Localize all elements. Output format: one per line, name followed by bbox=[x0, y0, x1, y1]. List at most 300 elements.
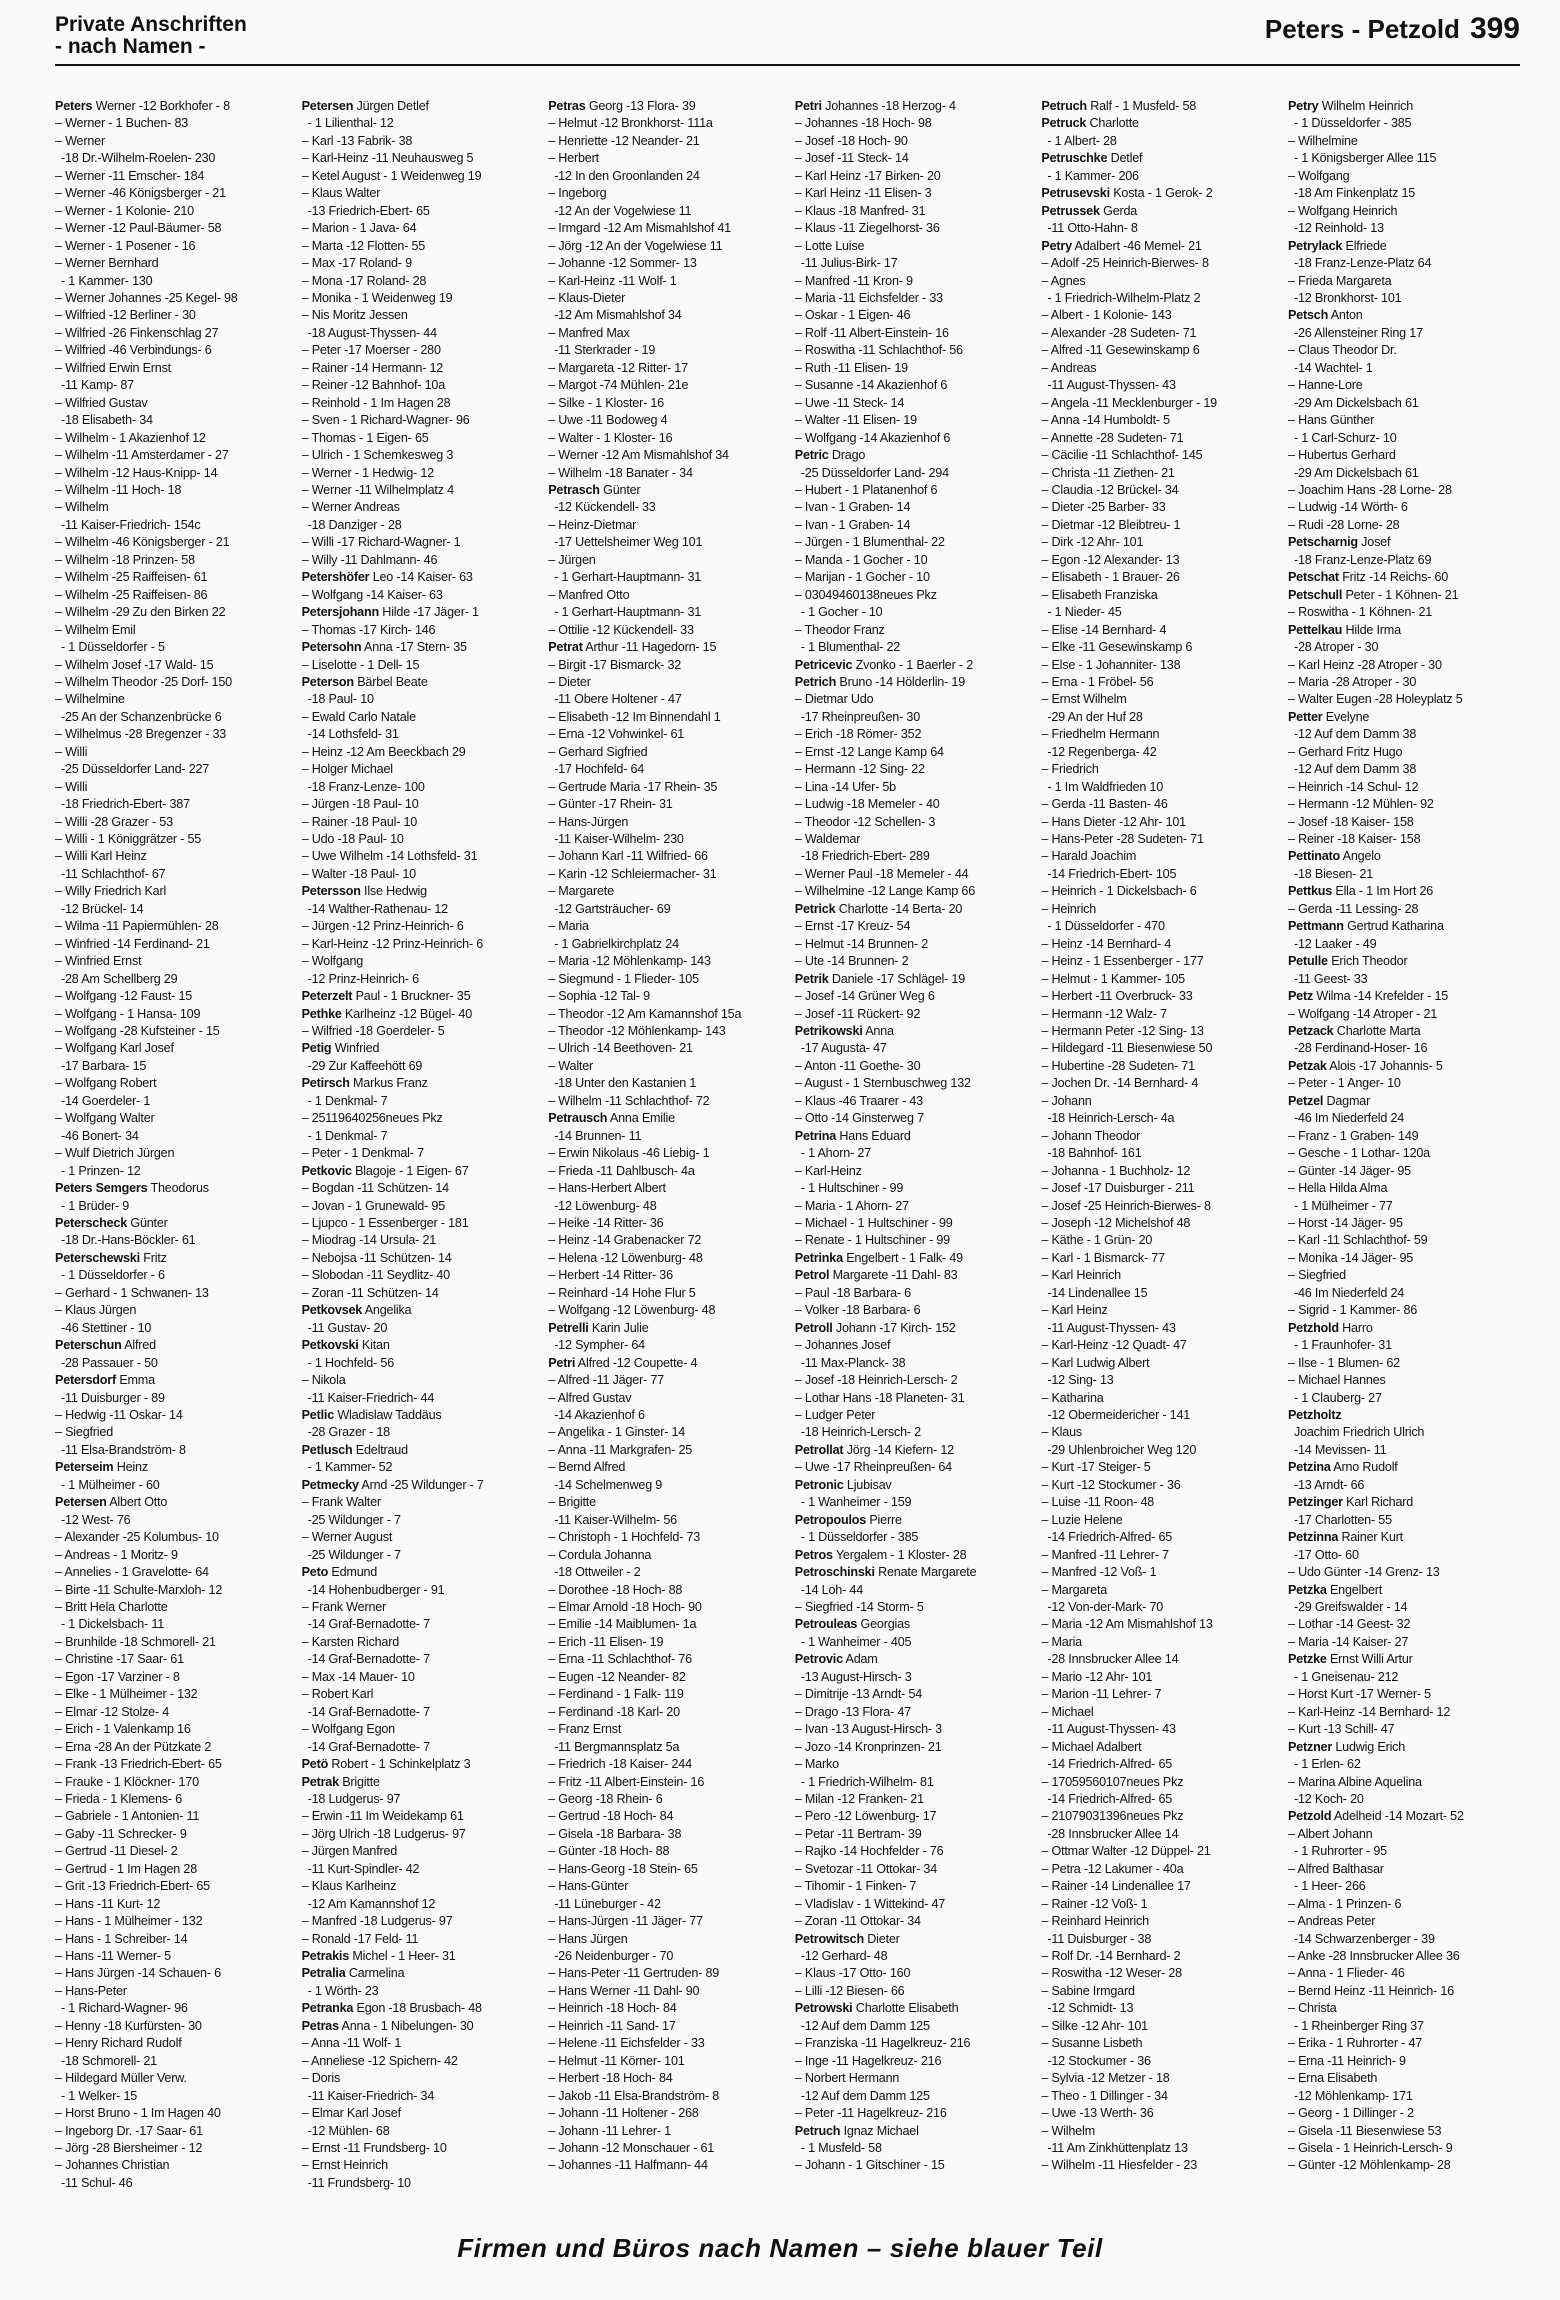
entry-text: -28 Grazer - 18 bbox=[307, 1425, 390, 1440]
entry-text: -12 Sing- 13 bbox=[1047, 1373, 1114, 1388]
listing-column bbox=[1288, 98, 1520, 2208]
entry-text: -11 Julius-Birk- 17 bbox=[800, 256, 898, 271]
entry-text: – Karl-Heinz -11 Neuhausweg 5 bbox=[301, 151, 474, 166]
entry-surname: Petersdorf bbox=[55, 1373, 116, 1388]
entry-text: – Johann Theodor bbox=[1041, 1128, 1141, 1143]
entry-text: -11 Sterkrader - 19 bbox=[554, 343, 656, 358]
entry-text: -12 Gerhard- 48 bbox=[800, 1949, 888, 1964]
listing-entry bbox=[795, 587, 1027, 604]
entry-text: – Wolfgang Egon bbox=[301, 1722, 395, 1737]
entry-text: -11 Lüneburger - 42 bbox=[554, 1896, 661, 1911]
listing-entry bbox=[55, 2157, 287, 2174]
entry-text: – Heinrich -14 Schul- 12 bbox=[1287, 779, 1419, 794]
entry-text: – Kurt -13 Schill- 47 bbox=[1287, 1722, 1395, 1737]
listing-entry bbox=[1288, 988, 1520, 1005]
entry-text: – Lina -14 Ufer- 5b bbox=[794, 779, 896, 794]
listing-entry bbox=[1288, 761, 1520, 778]
entry-text: – Drago -13 Flora- 47 bbox=[794, 1704, 911, 1719]
entry-text: – Karl -13 Fabrik- 38 bbox=[301, 133, 413, 148]
entry-text: -12 Laaker - 49 bbox=[1293, 936, 1377, 951]
entry-text: – Uwe -17 Rheinpreußen- 64 bbox=[794, 1460, 952, 1475]
entry-text: Jörg -14 Kiefern- 12 bbox=[846, 1442, 954, 1457]
entry-text: – Hans Jürgen bbox=[548, 1931, 628, 1946]
listing-entry bbox=[302, 971, 534, 988]
listing-entry bbox=[1041, 98, 1273, 115]
entry-text: - 1 Ahorn- 27 bbox=[800, 1146, 871, 1161]
entry-surname: Petrich bbox=[794, 674, 837, 689]
listing-entry bbox=[1041, 1145, 1273, 1162]
listing-entry bbox=[55, 639, 287, 656]
entry-text: – Wilhelm - 1 Akazienhof 12 bbox=[55, 430, 206, 445]
listing-entry bbox=[1041, 1826, 1273, 1843]
entry-text: Dagmar bbox=[1326, 1093, 1371, 1108]
listing-entry bbox=[302, 1913, 534, 1930]
listing-entry bbox=[1288, 1599, 1520, 1616]
listing-entry bbox=[795, 1913, 1027, 1930]
listing-entry bbox=[1041, 2105, 1273, 2122]
listing-entry bbox=[795, 2088, 1027, 2105]
entry-text: – Herbert bbox=[548, 151, 599, 166]
listing-entry bbox=[1041, 1582, 1273, 1599]
entry-text: – Dietmar -12 Bleibtreu- 1 bbox=[1041, 517, 1181, 532]
listing-entry bbox=[302, 1128, 534, 1145]
listing-entry bbox=[302, 1093, 534, 1110]
entry-text: - 1 Lilienthal- 12 bbox=[307, 116, 394, 131]
entry-text: – Petra -12 Lakumer - 40a bbox=[1041, 1861, 1184, 1876]
listing-entry bbox=[1288, 430, 1520, 447]
listing-entry bbox=[302, 1878, 534, 1895]
listing-entry bbox=[55, 1861, 287, 1878]
entry-text: – Klaus bbox=[1041, 1425, 1082, 1440]
listing-entry bbox=[302, 1861, 534, 1878]
entry-text: – Wilhelm -46 Königsberger - 21 bbox=[55, 535, 230, 550]
entry-text: - 1 Blumenthal- 22 bbox=[800, 640, 901, 655]
listing-entry bbox=[795, 1808, 1027, 1825]
listing-entry bbox=[1041, 918, 1273, 935]
entry-text: – Ivan - 1 Graben- 14 bbox=[794, 517, 911, 532]
entry-text: - 1 Wanheimer - 405 bbox=[800, 1634, 912, 1649]
entry-text: – Willi bbox=[55, 779, 88, 794]
listing-entry bbox=[1288, 1407, 1520, 1424]
listing-entry bbox=[302, 2157, 534, 2174]
entry-text: – Harald Joachim bbox=[1041, 849, 1137, 864]
listing-entry bbox=[795, 2070, 1027, 2087]
listing-entry bbox=[302, 2123, 534, 2140]
listing-entry bbox=[795, 1878, 1027, 1895]
listing-entry bbox=[302, 482, 534, 499]
entry-text: – Heinrich -18 Hoch- 84 bbox=[548, 2001, 677, 2016]
listing-entry bbox=[1041, 1529, 1273, 1546]
entry-text: – Oskar - 1 Eigen- 46 bbox=[794, 308, 911, 323]
listing-entry bbox=[795, 1250, 1027, 1267]
entry-text: -25 An der Schanzenbrücke 6 bbox=[61, 709, 222, 724]
entry-text: -11 Elsa-Brandström- 8 bbox=[61, 1442, 186, 1457]
entry-surname: Petzina bbox=[1287, 1460, 1331, 1475]
entry-text: Gertrud Katharina bbox=[1347, 919, 1444, 934]
listing-entry bbox=[302, 587, 534, 604]
entry-text: – Karl-Heinz -12 Quadt- 47 bbox=[1041, 1338, 1187, 1353]
listing-entry bbox=[1041, 1267, 1273, 1284]
listing-entry bbox=[55, 552, 287, 569]
entry-text: – Elmar Karl Josef bbox=[301, 2106, 401, 2121]
listing-entry bbox=[1288, 2053, 1520, 2070]
listing-entry bbox=[795, 953, 1027, 970]
listing-entry bbox=[55, 133, 287, 150]
entry-text: – Paul -18 Barbara- 6 bbox=[794, 1285, 911, 1300]
listing-entry bbox=[795, 1529, 1027, 1546]
entry-text: -17 Uettelsheimer Weg 101 bbox=[554, 535, 703, 550]
entry-text: – Alexander -28 Sudeten- 71 bbox=[1041, 325, 1197, 340]
entry-text: -26 Neidenburger - 70 bbox=[554, 1949, 674, 1964]
listing-entry bbox=[795, 2018, 1027, 2035]
listing-entry bbox=[55, 1337, 287, 1354]
entry-text: – Klaus Jürgen bbox=[55, 1303, 137, 1318]
listing-entry bbox=[1041, 953, 1273, 970]
listing-entry bbox=[302, 657, 534, 674]
listing-entry bbox=[1041, 814, 1273, 831]
entry-text: - 1 Kammer- 130 bbox=[61, 273, 153, 288]
listing-entry bbox=[548, 150, 780, 167]
entry-text: – Heike -14 Ritter- 36 bbox=[548, 1216, 664, 1230]
entry-text: – Sigrid - 1 Kammer- 86 bbox=[1287, 1303, 1418, 1318]
entry-surname: Petri bbox=[548, 1355, 576, 1370]
listing-entry bbox=[548, 1459, 780, 1476]
listing-column bbox=[1041, 98, 1273, 2208]
entry-text: Adelheid -14 Mozart- 52 bbox=[1333, 1809, 1464, 1824]
entry-surname: Petter bbox=[1287, 709, 1323, 724]
listing-entry bbox=[548, 1965, 780, 1982]
listing-entry bbox=[1288, 779, 1520, 796]
listing-entry bbox=[1288, 412, 1520, 429]
listing-entry bbox=[55, 814, 287, 831]
listing-entry bbox=[795, 1477, 1027, 1494]
listing-entry bbox=[795, 988, 1027, 1005]
listing-column bbox=[55, 98, 287, 2208]
listing-entry bbox=[302, 709, 534, 726]
listing-entry bbox=[795, 1756, 1027, 1773]
entry-text: – Willi -28 Grazer - 53 bbox=[55, 814, 173, 829]
listing-entry bbox=[548, 1756, 780, 1773]
entry-text: – Wilhelm -11 Amsterdamer - 27 bbox=[55, 448, 229, 463]
entry-text: – Annelies - 1 Gravelotte- 64 bbox=[55, 1565, 209, 1580]
listing-entry bbox=[795, 1442, 1027, 1459]
listing-entry bbox=[548, 1163, 780, 1180]
listing-entry bbox=[55, 866, 287, 883]
entry-text: – Thomas - 1 Eigen- 65 bbox=[301, 430, 429, 445]
entry-text: -46 Bonert- 34 bbox=[61, 1128, 139, 1143]
entry-text: – Hanne-Lore bbox=[1287, 378, 1363, 393]
listing-entry bbox=[1041, 691, 1273, 708]
entry-text: – Willy -11 Dahlmann- 46 bbox=[301, 552, 438, 567]
listing-entry bbox=[55, 1529, 287, 1546]
entry-text: – Erna - 1 Fröbel- 56 bbox=[1041, 674, 1154, 689]
entry-text: – Mario -12 Ahr- 101 bbox=[1041, 1669, 1153, 1684]
entry-text: – Elise -14 Bernhard- 4 bbox=[1041, 622, 1167, 637]
listing-entry bbox=[795, 1948, 1027, 1965]
entry-text: – Hans Dieter -12 Ahr- 101 bbox=[1041, 814, 1186, 829]
entry-text: Fritz bbox=[143, 1250, 167, 1265]
listing-entry bbox=[548, 1302, 780, 1319]
entry-text: – Alexander -25 Kolumbus- 10 bbox=[55, 1530, 219, 1545]
listing-entry bbox=[795, 1180, 1027, 1197]
listing-entry bbox=[548, 1791, 780, 1808]
entry-text: – Emilie -14 Maiblumen- 1a bbox=[548, 1617, 697, 1632]
entry-text: Engelbert - 1 Falk- 49 bbox=[846, 1250, 963, 1265]
entry-text: -14 Lindenallee 15 bbox=[1047, 1285, 1148, 1300]
listing-entry bbox=[302, 604, 534, 621]
listing-entry bbox=[55, 1512, 287, 1529]
entry-text: – Andreas bbox=[1041, 360, 1097, 375]
entry-text: -14 Friedrich-Ebert- 105 bbox=[1047, 866, 1177, 881]
entry-text: – Luzie Helene bbox=[1041, 1512, 1123, 1527]
listing-entry bbox=[302, 1599, 534, 1616]
entry-text: Harro bbox=[1342, 1320, 1373, 1335]
listing-entry bbox=[795, 238, 1027, 255]
listing-entry bbox=[548, 1006, 780, 1023]
entry-text: Charlotte Marta bbox=[1336, 1024, 1421, 1039]
listing-entry bbox=[55, 744, 287, 761]
listing-entry bbox=[795, 342, 1027, 359]
listing-entry bbox=[55, 831, 287, 848]
entry-text: – Wolfgang -14 Akazienhof 6 bbox=[794, 430, 951, 445]
listing-entry bbox=[55, 1424, 287, 1441]
entry-text: – Winfried -14 Ferdinand- 21 bbox=[55, 936, 210, 951]
entry-text: – Holger Michael bbox=[301, 762, 393, 777]
listing-entry bbox=[55, 1983, 287, 2000]
listing-entry bbox=[55, 1407, 287, 1424]
listing-entry bbox=[1288, 1215, 1520, 1232]
entry-text: -11 Max-Planck- 38 bbox=[800, 1355, 906, 1370]
entry-text: – Ruth -11 Elisen- 19 bbox=[794, 360, 908, 375]
listing-entry bbox=[795, 1774, 1027, 1791]
listing-entry bbox=[1288, 2157, 1520, 2174]
entry-text: -46 Im Niederfeld 24 bbox=[1293, 1285, 1405, 1300]
listing-entry bbox=[795, 2105, 1027, 2122]
entry-text: -12 Brückel- 14 bbox=[61, 901, 144, 916]
listing-entry bbox=[548, 1704, 780, 1721]
listing-entry bbox=[795, 150, 1027, 167]
listing-entry bbox=[55, 726, 287, 743]
entry-text: -18 Franz-Lenze-Platz 69 bbox=[1293, 552, 1432, 567]
entry-surname: Petras bbox=[548, 99, 586, 113]
entry-text: – Wolfgang Heinrich bbox=[1287, 203, 1398, 218]
entry-text: Alfred -12 Coupette- 4 bbox=[577, 1355, 698, 1370]
listing-entry bbox=[1288, 1355, 1520, 1372]
page-number: 399 bbox=[1469, 12, 1520, 45]
entry-text: – Erna Elisabeth bbox=[1287, 2071, 1378, 2086]
entry-text: – Erna -11 Heinrich- 9 bbox=[1287, 2053, 1406, 2068]
listing-entry bbox=[55, 325, 287, 342]
listing-entry bbox=[1288, 273, 1520, 290]
entry-text: – Herbert -18 Hoch- 84 bbox=[548, 2071, 673, 2086]
entry-surname: Petershöfer bbox=[301, 570, 370, 585]
entry-text: -11 Kaiser-Friedrich- 34 bbox=[307, 2088, 435, 2103]
entry-text: – Werner Bernhard bbox=[55, 256, 159, 271]
listing-entry bbox=[795, 1459, 1027, 1476]
listing-entry bbox=[302, 883, 534, 900]
entry-text: Margarete -11 Dahl- 83 bbox=[832, 1268, 958, 1283]
entry-text: – Wilfried -12 Berliner - 30 bbox=[55, 308, 196, 323]
entry-text: – Theodor -12 Schellen- 3 bbox=[794, 814, 936, 829]
entry-text: – Willy Friedrich Karl bbox=[55, 884, 167, 899]
entry-text: Charlotte Elisabeth bbox=[855, 2001, 959, 2016]
entry-text: -14 Wachtel- 1 bbox=[1293, 360, 1373, 375]
entry-text: – Ernst Heinrich bbox=[301, 2158, 388, 2173]
entry-text: – Dirk -12 Ahr- 101 bbox=[1041, 535, 1144, 550]
entry-text: -11 Otto-Hahn- 8 bbox=[1047, 221, 1138, 236]
listing-entry bbox=[1288, 831, 1520, 848]
entry-text: – Gabriele - 1 Antonien- 11 bbox=[55, 1809, 200, 1824]
listing-entry bbox=[1041, 1774, 1273, 1791]
listing-entry bbox=[302, 1267, 534, 1284]
entry-text: – Wilhelm -11 Hoch- 18 bbox=[55, 482, 182, 497]
entry-text: - 1 Nieder- 45 bbox=[1047, 605, 1122, 620]
listing-entry bbox=[1041, 1808, 1273, 1825]
entry-text: – Tihomir - 1 Finken- 7 bbox=[794, 1879, 917, 1894]
listing-entry bbox=[55, 1686, 287, 1703]
entry-text: – Silke - 1 Kloster- 16 bbox=[548, 395, 664, 410]
entry-text: Ilse Hedwig bbox=[364, 884, 427, 899]
entry-text: – Werner -12 Paul-Bäumer- 58 bbox=[55, 221, 222, 236]
section-title-line1: Private Anschriften bbox=[55, 13, 247, 36]
listing-entry bbox=[302, 779, 534, 796]
entry-text: – Heinrich -11 Sand- 17 bbox=[548, 2018, 676, 2033]
listing-entry bbox=[302, 1547, 534, 1564]
listing-entry bbox=[55, 883, 287, 900]
entry-text: – Theodor Franz bbox=[794, 622, 885, 637]
entry-text: - 1 Brüder- 9 bbox=[61, 1198, 130, 1213]
section-title bbox=[55, 14, 247, 58]
listing-entry bbox=[1288, 953, 1520, 970]
listing-entry bbox=[548, 1547, 780, 1564]
listing-entry bbox=[302, 1808, 534, 1825]
entry-surname: Peterzelt bbox=[301, 989, 353, 1004]
entry-surname: Petzak bbox=[1287, 1058, 1327, 1073]
entry-text: - 1 Düsseldorfer - 5 bbox=[61, 640, 165, 655]
entry-text: – Sabine Irmgard bbox=[1041, 1983, 1135, 1998]
listing-entry bbox=[55, 2140, 287, 2157]
listing-entry bbox=[795, 1791, 1027, 1808]
listing-entry bbox=[302, 255, 534, 272]
listing-entry bbox=[795, 639, 1027, 656]
entry-text: – Gertrud -18 Hoch- 84 bbox=[548, 1809, 674, 1824]
entry-text: – Willi - 1 Königgrätzer - 55 bbox=[55, 832, 202, 847]
entry-text: – Erich -18 Römer- 352 bbox=[794, 727, 922, 742]
listing-entry bbox=[548, 1564, 780, 1581]
entry-text: – Werner bbox=[55, 133, 105, 148]
entry-text: – Theo - 1 Dillinger - 34 bbox=[1041, 2088, 1168, 2103]
listing-entry bbox=[302, 831, 534, 848]
entry-text: – Anke -28 Innsbrucker Allee 36 bbox=[1287, 1949, 1460, 1964]
entry-text: -14 Graf-Bernadotte- 7 bbox=[307, 1704, 430, 1719]
entry-text: – Svetozar -11 Ottokar- 34 bbox=[794, 1861, 938, 1876]
entry-surname: Petersson bbox=[301, 884, 361, 899]
entry-text: – Heinz -14 Grabenacker 72 bbox=[548, 1233, 702, 1248]
entry-text: – Slobodan -11 Seydlitz- 40 bbox=[301, 1268, 450, 1283]
entry-text: – Waldemar bbox=[794, 832, 861, 847]
entry-text: – Johannes Josef bbox=[794, 1338, 891, 1353]
entry-text: - 1 Rheinberger Ring 37 bbox=[1293, 2018, 1424, 2033]
entry-text: – Gaby -11 Schrecker- 9 bbox=[55, 1826, 187, 1841]
entry-text: – Kurt -17 Steiger- 5 bbox=[1041, 1460, 1151, 1475]
entry-text: Günter bbox=[603, 482, 641, 497]
listing-entry bbox=[548, 1861, 780, 1878]
entry-text: -11 Duisburger - 38 bbox=[1047, 1931, 1152, 1946]
listing-entry bbox=[1288, 534, 1520, 551]
listing-entry bbox=[795, 98, 1027, 115]
listing-entry bbox=[548, 901, 780, 918]
entry-text: Johannes -18 Herzog- 4 bbox=[825, 99, 956, 113]
entry-surname: Petri bbox=[794, 99, 822, 113]
entry-text: – Anton -11 Goethe- 30 bbox=[794, 1058, 921, 1073]
entry-surname: Petrovic bbox=[794, 1652, 843, 1667]
listing-entry bbox=[1041, 447, 1273, 464]
entry-text: -26 Allensteiner Ring 17 bbox=[1293, 325, 1423, 340]
listing-entry bbox=[1288, 307, 1520, 324]
entry-surname: Petschull bbox=[1287, 587, 1343, 602]
entry-text: – Johann -11 Holtener - 268 bbox=[548, 2106, 699, 2121]
entry-surname: Petzka bbox=[1287, 1582, 1327, 1597]
listing-entry bbox=[302, 1983, 534, 2000]
entry-surname: Pettmann bbox=[1287, 919, 1344, 934]
entry-text: – Franz - 1 Graben- 149 bbox=[1287, 1128, 1419, 1143]
entry-text: Drago bbox=[831, 448, 866, 463]
entry-text: – Michael bbox=[1041, 1704, 1094, 1719]
listing-entry bbox=[548, 1232, 780, 1249]
entry-text: – Georg - 1 Dillinger - 2 bbox=[1287, 2106, 1414, 2121]
listing-entry bbox=[548, 325, 780, 342]
listing-entry bbox=[302, 1529, 534, 1546]
entry-text: – Helmut -14 Brunnen- 2 bbox=[794, 936, 929, 951]
listing-entry bbox=[55, 1756, 287, 1773]
entry-text: – Karl Heinz -17 Birken- 20 bbox=[794, 168, 941, 183]
listing-entry bbox=[55, 1355, 287, 1372]
entry-text: – Wilhelm -11 Hiesfelder - 23 bbox=[1041, 2158, 1198, 2173]
listing-entry bbox=[1041, 779, 1273, 796]
listing-entry bbox=[302, 1774, 534, 1791]
listing-entry bbox=[302, 1285, 534, 1302]
listing-entry bbox=[302, 1407, 534, 1424]
entry-text: -17 Barbara- 15 bbox=[61, 1058, 147, 1073]
entry-surname: Petruch bbox=[794, 2123, 841, 2138]
listing-entry bbox=[55, 1477, 287, 1494]
entry-surname: Petsch bbox=[1287, 308, 1329, 323]
entry-text: – Nebojsa -11 Schützen- 14 bbox=[301, 1250, 452, 1265]
entry-text: -13 Arndt- 66 bbox=[1293, 1477, 1365, 1492]
entry-surname: Petranka bbox=[301, 2001, 354, 2016]
listing-entry bbox=[55, 2035, 287, 2052]
entry-text: – Jürgen bbox=[548, 552, 596, 567]
entry-text: – Elmar -12 Stolze- 4 bbox=[55, 1704, 170, 1719]
listing-entry bbox=[795, 1198, 1027, 1215]
listing-entry bbox=[795, 1582, 1027, 1599]
listing-entry bbox=[1288, 2140, 1520, 2157]
listing-entry bbox=[1288, 1861, 1520, 1878]
listing-entry bbox=[795, 2000, 1027, 2017]
entry-text: – Cordula Johanna bbox=[548, 1547, 652, 1562]
entry-text: – Hans-Peter -28 Sudeten- 71 bbox=[1041, 832, 1204, 847]
entry-text: -17 Hochfeld- 64 bbox=[554, 762, 645, 777]
listing-entry bbox=[795, 255, 1027, 272]
listing-entry bbox=[1041, 1023, 1273, 1040]
entry-text: – Anna - 1 Flieder- 46 bbox=[1287, 1966, 1405, 1981]
listing-entry bbox=[1288, 1965, 1520, 1982]
entry-text: Arthur -11 Hagedorn- 15 bbox=[585, 640, 717, 655]
entry-text: - 1 Düsseldorfer - 385 bbox=[1293, 116, 1412, 131]
listing-entry bbox=[795, 2157, 1027, 2174]
entry-surname: Petruschke bbox=[1041, 151, 1108, 166]
listing-entry bbox=[1288, 1808, 1520, 1825]
